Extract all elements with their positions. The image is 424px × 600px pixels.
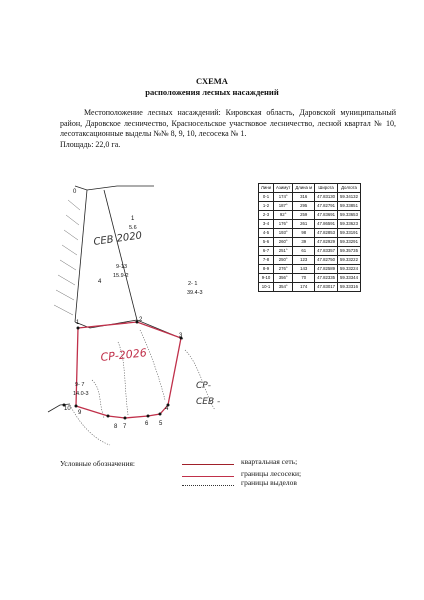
stand-label-4: 4 bbox=[98, 279, 102, 285]
stand-label-9-7-info: 14.0-3 bbox=[73, 391, 89, 397]
point-label-3: 3 bbox=[179, 333, 183, 339]
legend-line-quarter bbox=[182, 464, 234, 465]
legend-line-cutting bbox=[182, 476, 234, 477]
table-cell: 47.86591 bbox=[315, 220, 338, 229]
stand-label-1-info: 5.6 bbox=[129, 225, 137, 231]
table-cell: 174° bbox=[274, 193, 293, 202]
point-label-1: 1 bbox=[76, 320, 80, 326]
table-cell: 143 bbox=[293, 265, 315, 274]
table-cell: 250° bbox=[274, 256, 293, 265]
table-cell: 3-4 bbox=[259, 220, 274, 229]
stand-label-1: 1 bbox=[131, 216, 135, 222]
schema-subtitle: расположения лесных насаждений bbox=[145, 87, 279, 97]
point-label-9: 9 bbox=[78, 410, 82, 416]
table-cell: 59.33344 bbox=[338, 274, 361, 283]
table-cell: 47.83130 bbox=[315, 193, 338, 202]
table-cell: 59.33291 bbox=[338, 238, 361, 247]
table-cell: 59.33222 bbox=[338, 256, 361, 265]
table-cell: 8-9 bbox=[259, 265, 274, 274]
legend-text-cutting: границы лесосеки; bbox=[241, 469, 302, 478]
table-cell: 70 bbox=[293, 274, 315, 283]
boundary-vertex bbox=[124, 417, 127, 420]
table-cell: 295 bbox=[293, 202, 315, 211]
stand-label-9-7: 9- 7 bbox=[75, 382, 85, 388]
legend-line-stands bbox=[182, 485, 234, 486]
table-cell: 259 bbox=[293, 211, 315, 220]
table-cell: 47.82853 bbox=[315, 229, 338, 238]
table-cell: 193° bbox=[274, 229, 293, 238]
table-cell: 356° bbox=[274, 274, 293, 283]
table-cell: 123 bbox=[293, 256, 315, 265]
table-cell: 98 bbox=[293, 229, 315, 238]
table-cell: 316 bbox=[293, 193, 315, 202]
table-cell: 276° bbox=[274, 265, 293, 274]
col-header-line: Лини bbox=[259, 184, 274, 193]
table-cell: 59.33316 bbox=[338, 283, 361, 292]
table-cell: 59.33851 bbox=[338, 202, 361, 211]
table-cell: 354° bbox=[274, 283, 293, 292]
table-cell: 47.83691 bbox=[315, 211, 338, 220]
legend-title: Условные обозначения: bbox=[60, 459, 136, 468]
table-cell: 1-2 bbox=[259, 202, 274, 211]
table-cell: 47.82750 bbox=[315, 256, 338, 265]
handwritten-note-cev2: СЕВ - bbox=[196, 397, 221, 407]
point-label-10: 10 bbox=[64, 406, 71, 412]
quarter-line-east bbox=[104, 190, 137, 320]
boundary-vertex bbox=[77, 327, 80, 330]
stand-label-9-13-info: 15.9-2 bbox=[113, 273, 129, 279]
col-header-latitude: Широта bbox=[315, 184, 338, 193]
table-cell: 59.34132 bbox=[338, 193, 361, 202]
point-label-2: 2 bbox=[139, 317, 143, 323]
table-cell: 59.33191 bbox=[338, 229, 361, 238]
boundary-vertex bbox=[159, 413, 162, 416]
table-cell: 6-7 bbox=[259, 247, 274, 256]
table-cell: 47.82791 bbox=[315, 202, 338, 211]
table-cell: 7-8 bbox=[259, 256, 274, 265]
table-cell: 61 bbox=[293, 247, 315, 256]
table-cell: 47.82589 bbox=[315, 265, 338, 274]
point-label-8: 8 bbox=[114, 424, 118, 430]
point-label-5: 5 bbox=[159, 421, 163, 427]
table-cell: 39 bbox=[293, 238, 315, 247]
boundary-vertex bbox=[107, 415, 110, 418]
handwritten-note-cev: СЕВ 2020 bbox=[92, 230, 143, 248]
table-cell: 92° bbox=[274, 211, 293, 220]
table-cell: 9-10 bbox=[259, 274, 274, 283]
handwritten-note-cp: СР-2026 bbox=[99, 346, 148, 364]
table-cell: 59.33224 bbox=[338, 265, 361, 274]
handwritten-note-cp2: СР- bbox=[196, 381, 211, 391]
table-cell: 187° bbox=[274, 202, 293, 211]
stand-line-3 bbox=[140, 330, 165, 400]
legend-text-stands: границы выделов bbox=[241, 478, 297, 487]
table-cell: 4-5 bbox=[259, 229, 274, 238]
schema-title: СХЕМА bbox=[196, 76, 228, 86]
table-cell: 47.82335 bbox=[315, 274, 338, 283]
quarter-line-west bbox=[75, 190, 87, 322]
table-cell: 59.33653 bbox=[338, 211, 361, 220]
table-cell: 10-1 bbox=[259, 283, 274, 292]
col-header-length: Длина м bbox=[293, 184, 315, 193]
table-cell: 47.82929 bbox=[315, 238, 338, 247]
hatch-strip bbox=[54, 200, 80, 315]
cutting-area-boundary bbox=[76, 322, 181, 418]
area-text: Площадь: 22,0 га. bbox=[60, 139, 121, 149]
point-label-6: 6 bbox=[145, 421, 149, 427]
table-cell: 261 bbox=[293, 220, 315, 229]
stand-label-2-1: 2- 1 bbox=[188, 281, 198, 287]
stand-label-2-1-info: 39.4-3 bbox=[187, 290, 203, 296]
table-cell: 176° bbox=[274, 220, 293, 229]
boundary-vertex bbox=[75, 405, 78, 408]
quarter-line-top bbox=[75, 186, 154, 190]
table-cell: 47.83017 bbox=[315, 283, 338, 292]
table-cell: 2-3 bbox=[259, 211, 274, 220]
col-header-longitude: Долгота bbox=[338, 184, 361, 193]
table-cell: 174 bbox=[293, 283, 315, 292]
table-cell: 47.83357 bbox=[315, 247, 338, 256]
table-cell: 59.33623 bbox=[338, 220, 361, 229]
table-cell: 0-1 bbox=[259, 193, 274, 202]
table-cell: 260° bbox=[274, 238, 293, 247]
boundary-vertex bbox=[147, 415, 150, 418]
point-label-0: 0 bbox=[73, 189, 77, 195]
table-cell: 59.35735 bbox=[338, 247, 361, 256]
legend-text-quarter: квартальная сеть; bbox=[241, 457, 298, 466]
table-cell: 5-6 bbox=[259, 238, 274, 247]
col-header-azimuth: Азимут bbox=[274, 184, 293, 193]
stand-label-9-13: 9-13 bbox=[116, 264, 128, 270]
table-cell: 251° bbox=[274, 247, 293, 256]
point-label-7: 7 bbox=[123, 424, 127, 430]
point-label-4: 4 bbox=[165, 406, 169, 412]
location-text: Местоположение лесных насаждений: Кировская область, Даровской муниципальный район, Даровское лесничество, Красносельское участковое лесничество, лесной квартал № 10, лесотаксационные выделы №№ 8, 9, 10, лесосека № 1. bbox=[60, 108, 396, 138]
